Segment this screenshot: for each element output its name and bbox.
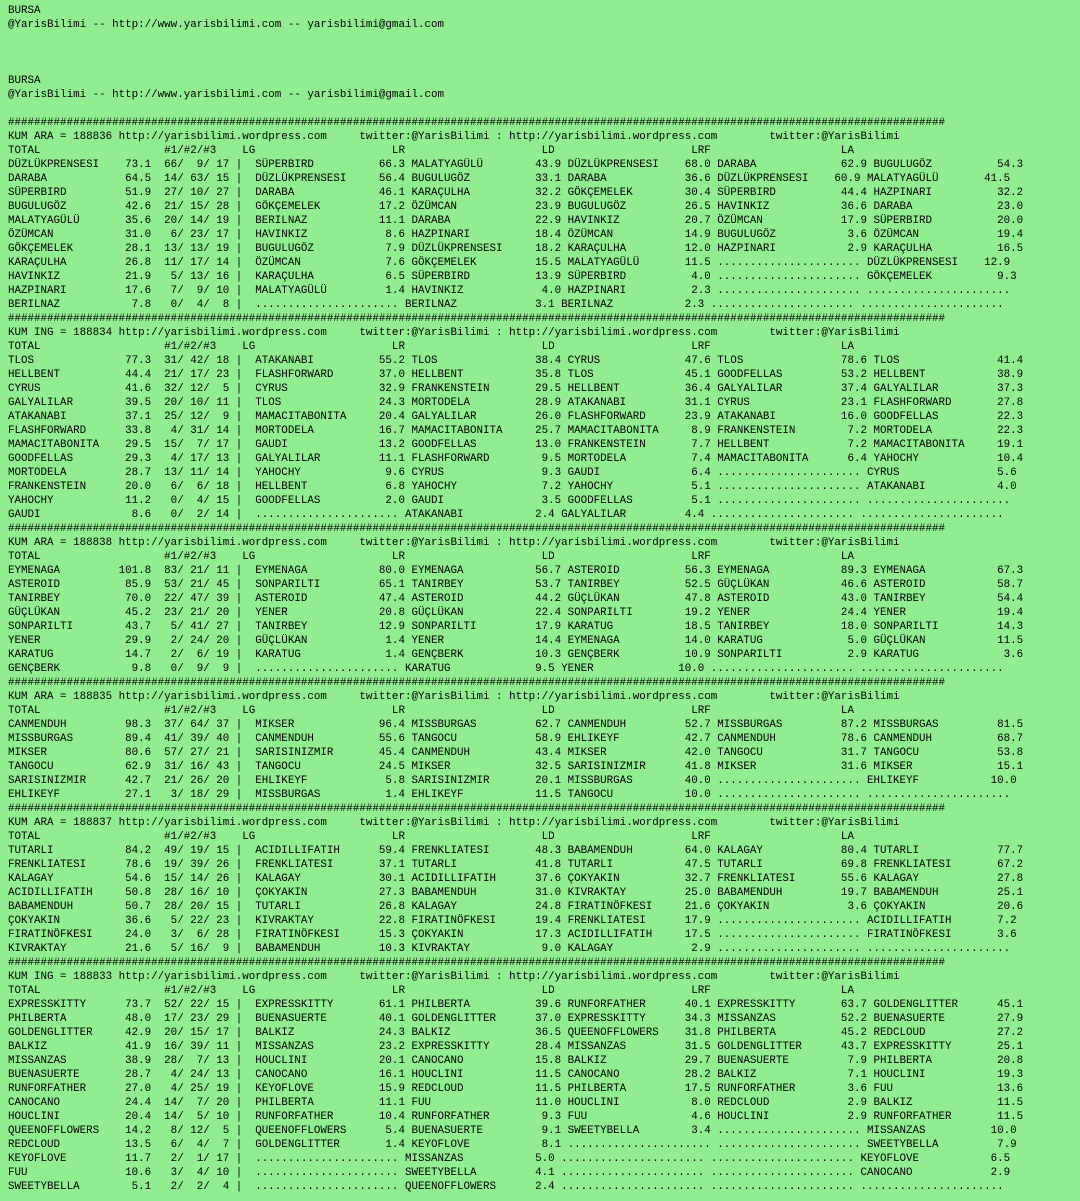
- column-header-row: TOTAL #1/#2/#3 LG LR LD LRF LA: [8, 705, 854, 717]
- result-row: FLASHFORWARD 33.8 4/ 31/ 14 | MORTODELA 16.7 MAMACITABONITA 25.7 MAMACITABONITA 8.9 FRANKENSTEIN 7.2 MORTODELA 22.3: [8, 425, 1024, 437]
- header-line: BURSA: [8, 5, 41, 17]
- section-title: KUM ARA = 188838 http://yarisbilimi.wordpress.com twitter:@YarisBilimi : http://yarisbilimi.wordpress.com twitter:@YarisBilimi: [8, 537, 900, 549]
- result-row: HAZPINARI 17.6 7/ 9/ 10 | MALATYAGÜLÜ 1.4 HAVINKIZ 4.0 HAZPINARI 2.3 ...................... ......................: [8, 285, 1011, 297]
- header-line: @YarisBilimi -- http://www.yarisbilimi.com -- yarisbilimi@gmail.com: [8, 89, 444, 101]
- result-row: KARAÇULHA 26.8 11/ 17/ 14 | ÖZÜMCAN 7.6 GÖKÇEMELEK 15.5 MALATYAGÜLÜ 11.5 ...................... DÜZLÜKPRENSESI 12.9: [8, 257, 1011, 269]
- result-row: MAMACITABONITA 29.5 15/ 7/ 17 | GAUDI 13.2 GOODFELLAS 13.0 FRANKENSTEIN 7.7 HELLBENT 7.2 MAMACITABONITA 19.1: [8, 439, 1024, 451]
- result-row: KEYOFLOVE 11.7 2/ 1/ 17 | ...................... MISSANZAS 5.0 ...................... ...................... KEYOFLOVE 6.5: [8, 1153, 1011, 1165]
- result-row: KALAGAY 54.6 15/ 14/ 26 | KALAGAY 30.1 ACIDILLIFATIH 37.6 ÇOKYAKIN 32.7 FRENKLIATESI 55.6 KALAGAY 27.8: [8, 873, 1024, 885]
- result-row: REDCLOUD 13.5 6/ 4/ 7 | GOLDENGLITTER 1.4 KEYOFLOVE 8.1 ...................... ...................... SWEETYBELLA 7.9: [8, 1139, 1017, 1151]
- result-row: GÖKÇEMELEK 28.1 13/ 13/ 19 | BUGULUGÖZ 7.9 DÜZLÜKPRENSESI 18.2 KARAÇULHA 12.0 HAZPINARI 2.9 KARAÇULHA 16.5: [8, 243, 1024, 255]
- result-row: ACIDILLIFATIH 50.8 28/ 16/ 10 | ÇOKYAKIN 27.3 BABAMENDUH 31.0 KIVRAKTAY 25.0 BABAMENDUH 19.7 BABAMENDUH 25.1: [8, 887, 1024, 899]
- result-row: MORTODELA 28.7 13/ 11/ 14 | YAHOCHY 9.6 CYRUS 9.3 GAUDI 6.4 ...................... CYRUS 5.6: [8, 467, 1017, 479]
- section-title: KUM ING = 188834 http://yarisbilimi.wordpress.com twitter:@YarisBilimi : http://yarisbilimi.wordpress.com twitter:@YarisBilimi: [8, 327, 900, 339]
- result-row: SWEETYBELLA 5.1 2/ 2/ 4 | ...................... QUEENOFFLOWERS 2.4 ...................... ...................... ......................: [8, 1181, 1004, 1193]
- header-line: @YarisBilimi -- http://www.yarisbilimi.com -- yarisbilimi@gmail.com: [8, 19, 444, 31]
- column-header-row: TOTAL #1/#2/#3 LG LR LD LRF LA: [8, 985, 854, 997]
- section-title: KUM ING = 188833 http://yarisbilimi.wordpress.com twitter:@YarisBilimi : http://yarisbilimi.wordpress.com twitter:@YarisBilimi: [8, 971, 900, 983]
- result-row: MIKSER 80.6 57/ 27/ 21 | SARISINIZMIR 45.4 CANMENDUH 43.4 MIKSER 42.0 TANGOCU 31.7 TANGOCU 53.8: [8, 747, 1024, 759]
- header-line: [8, 32, 1080, 46]
- separator-line: ################################################################################################################################################: [8, 117, 946, 129]
- result-row: DÜZLÜKPRENSESI 73.1 66/ 9/ 17 | SÜPERBIRD 66.3 MALATYAGÜLÜ 43.9 DÜZLÜKPRENSESI 68.0 DARABA 62.9 BUGULUGÖZ 54.3: [8, 159, 1024, 171]
- result-row: MALATYAGÜLÜ 35.6 20/ 14/ 19 | BERILNAZ 11.1 DARABA 22.9 HAVINKIZ 20.7 ÖZÜMCAN 17.9 SÜPERBIRD 20.0: [8, 215, 1024, 227]
- result-row: BUENASUERTE 28.7 4/ 24/ 13 | CANOCANO 16.1 HOUCLINI 11.5 CANOCANO 28.2 BALKIZ 7.1 HOUCLINI 19.3: [8, 1069, 1024, 1081]
- result-row: BUGULUGÖZ 42.6 21/ 15/ 28 | GÖKÇEMELEK 17.2 ÖZÜMCAN 23.9 BUGULUGÖZ 26.5 HAVINKIZ 36.6 DARABA 23.0: [8, 201, 1024, 213]
- result-row: FIRATINÖFKESI 24.0 3/ 6/ 28 | FIRATINÖFKESI 15.3 ÇOKYAKIN 17.3 ACIDILLIFATIH 17.5 ...................... FIRATINÖFKESI 3.6: [8, 929, 1017, 941]
- result-row: FRENKLIATESI 78.6 19/ 39/ 26 | FRENKLIATESI 37.1 TUTARLI 41.8 TUTARLI 47.5 TUTARLI 69.8 FRENKLIATESI 67.2: [8, 859, 1024, 871]
- result-row: ÇOKYAKIN 36.6 5/ 22/ 23 | KIVRAKTAY 22.8 FIRATINÖFKESI 19.4 FRENKLIATESI 17.9 ...................... ACIDILLIFATIH 7.2: [8, 915, 1017, 927]
- result-row: HELLBENT 44.4 21/ 17/ 23 | FLASHFORWARD 37.0 HELLBENT 35.8 TLOS 45.1 GOODFELLAS 53.2 HELLBENT 38.9: [8, 369, 1024, 381]
- section-title: KUM ARA = 188837 http://yarisbilimi.wordpress.com twitter:@YarisBilimi : http://yarisbilimi.wordpress.com twitter:@YarisBilimi: [8, 817, 900, 829]
- section-title: KUM ARA = 188836 http://yarisbilimi.wordpress.com twitter:@YarisBilimi : http://yarisbilimi.wordpress.com twitter:@YarisBilimi: [8, 131, 900, 143]
- result-row: GOODFELLAS 29.3 4/ 17/ 13 | GALYALILAR 11.1 FLASHFORWARD 9.5 MORTODELA 7.4 MAMACITABONITA 6.4 YAHOCHY 10.4: [8, 453, 1024, 465]
- column-header-row: TOTAL #1/#2/#3 LG LR LD LRF LA: [8, 831, 854, 843]
- result-row: BERILNAZ 7.8 0/ 4/ 8 | ...................... BERILNAZ 3.1 BERILNAZ 2.3 ...................... ......................: [8, 299, 1004, 311]
- result-row: SONPARILTI 43.7 5/ 41/ 27 | TANIRBEY 12.9 SONPARILTI 17.9 KARATUG 18.5 TANIRBEY 18.0 SONPARILTI 14.3: [8, 621, 1024, 633]
- result-row: FUU 10.6 3/ 4/ 10 | ...................... SWEETYBELLA 4.1 ...................... ...................... CANOCANO 2.9: [8, 1167, 1011, 1179]
- result-row: CANOCANO 24.4 14/ 7/ 20 | PHILBERTA 11.1 FUU 11.0 HOUCLINI 8.0 REDCLOUD 2.9 BALKIZ 11.5: [8, 1097, 1024, 1109]
- result-row: DARABA 64.5 14/ 63/ 15 | DÜZLÜKPRENSESI 56.4 BUGULUGÖZ 33.1 DARABA 36.6 DÜZLÜKPRENSESI 60.9 MALATYAGÜLÜ 41.5: [8, 173, 1011, 185]
- result-row: EXPRESSKITTY 73.7 52/ 22/ 15 | EXPRESSKITTY 61.1 PHILBERTA 39.6 RUNFORFATHER 40.1 EXPRESSKITTY 63.7 GOLDENGLITTER 45.1: [8, 999, 1024, 1011]
- result-row: QUEENOFFLOWERS 14.2 8/ 12/ 5 | QUEENOFFLOWERS 5.4 BUENASUERTE 9.1 SWEETYBELLA 3.4 ...................... MISSANZAS 10.0: [8, 1125, 1017, 1137]
- result-row: ASTEROID 85.9 53/ 21/ 45 | SONPARILTI 65.1 TANIRBEY 53.7 TANIRBEY 52.5 GÜÇLÜKAN 46.6 ASTEROID 58.7: [8, 579, 1024, 591]
- result-row: FRANKENSTEIN 20.0 6/ 6/ 18 | HELLBENT 6.8 YAHOCHY 7.2 YAHOCHY 5.1 ...................... ATAKANABI 4.0: [8, 481, 1017, 493]
- result-row: TUTARLI 84.2 49/ 19/ 15 | ACIDILLIFATIH 59.4 FRENKLIATESI 48.3 BABAMENDUH 64.0 KALAGAY 80.4 TUTARLI 77.7: [8, 845, 1024, 857]
- result-row: ÖZÜMCAN 31.0 6/ 23/ 17 | HAVINKIZ 8.6 HAZPINARI 18.4 ÖZÜMCAN 14.9 BUGULUGÖZ 3.6 ÖZÜMCAN 19.4: [8, 229, 1024, 241]
- result-row: GALYALILAR 39.5 20/ 10/ 11 | TLOS 24.3 MORTODELA 28.9 ATAKANABI 31.1 CYRUS 23.1 FLASHFORWARD 27.8: [8, 397, 1024, 409]
- column-header-row: TOTAL #1/#2/#3 LG LR LD LRF LA: [8, 145, 854, 157]
- result-row: TANIRBEY 70.0 22/ 47/ 39 | ASTEROID 47.4 ASTEROID 44.2 GÜÇLÜKAN 47.8 ASTEROID 43.0 TANIRBEY 54.4: [8, 593, 1024, 605]
- result-row: MISSANZAS 38.9 28/ 7/ 13 | HOUCLINI 20.1 CANOCANO 15.8 BALKIZ 29.7 BUENASUERTE 7.9 PHILBERTA 20.8: [8, 1055, 1024, 1067]
- result-row: PHILBERTA 48.0 17/ 23/ 29 | BUENASUERTE 40.1 GOLDENGLITTER 37.0 EXPRESSKITTY 34.3 MISSANZAS 52.2 BUENASUERTE 27.9: [8, 1013, 1024, 1025]
- section-title: KUM ARA = 188835 http://yarisbilimi.wordpress.com twitter:@YarisBilimi : http://yarisbilimi.wordpress.com twitter:@YarisBilimi: [8, 691, 900, 703]
- result-row: CANMENDUH 98.3 37/ 64/ 37 | MIKSER 96.4 MISSBURGAS 62.7 CANMENDUH 52.7 MISSBURGAS 87.2 MISSBURGAS 81.5: [8, 719, 1024, 731]
- header-line: [8, 46, 1080, 60]
- separator-line: ################################################################################################################################################: [8, 523, 946, 535]
- result-row: TLOS 77.3 31/ 42/ 18 | ATAKANABI 55.2 TLOS 38.4 CYRUS 47.6 TLOS 78.6 TLOS 41.4: [8, 355, 1024, 367]
- result-row: TANGOCU 62.9 31/ 16/ 43 | TANGOCU 24.5 MIKSER 32.5 SARISINIZMIR 41.8 MIKSER 31.6 MIKSER 15.1: [8, 761, 1024, 773]
- separator-line: ################################################################################################################################################: [8, 677, 946, 689]
- result-row: ATAKANABI 37.1 25/ 12/ 9 | MAMACITABONITA 20.4 GALYALILAR 26.0 FLASHFORWARD 23.9 ATAKANABI 16.0 GOODFELLAS 22.3: [8, 411, 1024, 423]
- header-line: BURSA: [8, 75, 41, 87]
- separator-line: ################################################################################################################################################: [8, 313, 946, 325]
- result-row: YAHOCHY 11.2 0/ 4/ 15 | GOODFELLAS 2.0 GAUDI 3.5 GOODFELLAS 5.1 ...................... ......................: [8, 495, 1011, 507]
- column-header-row: TOTAL #1/#2/#3 LG LR LD LRF LA: [8, 341, 854, 353]
- result-row: GOLDENGLITTER 42.9 20/ 15/ 17 | BALKIZ 24.3 BALKIZ 36.5 QUEENOFFLOWERS 31.8 PHILBERTA 45.2 REDCLOUD 27.2: [8, 1027, 1024, 1039]
- result-row: GENÇBERK 9.8 0/ 9/ 9 | ...................... KARATUG 9.5 YENER 10.0 ...................... ......................: [8, 663, 1004, 675]
- result-row: KARATUG 14.7 2/ 6/ 19 | KARATUG 1.4 GENÇBERK 10.3 GENÇBERK 10.9 SONPARILTI 2.9 KARATUG 3.6: [8, 649, 1024, 661]
- header-line: [8, 102, 1080, 116]
- result-row: BABAMENDUH 50.7 28/ 20/ 15 | TUTARLI 26.8 KALAGAY 24.8 FIRATINÖFKESI 21.6 ÇOKYAKIN 3.6 ÇOKYAKIN 20.6: [8, 901, 1024, 913]
- result-row: EHLIKEYF 27.1 3/ 18/ 29 | MISSBURGAS 1.4 EHLIKEYF 11.5 TANGOCU 10.0 ...................... ......................: [8, 789, 1011, 801]
- result-row: HAVINKIZ 21.9 5/ 13/ 16 | KARAÇULHA 6.5 SÜPERBIRD 13.9 SÜPERBIRD 4.0 ...................... GÖKÇEMELEK 9.3: [8, 271, 1017, 283]
- separator-line: ################################################################################################################################################: [8, 957, 946, 969]
- result-row: HOUCLINI 20.4 14/ 5/ 10 | RUNFORFATHER 10.4 RUNFORFATHER 9.3 FUU 4.6 HOUCLINI 2.9 RUNFORFATHER 11.5: [8, 1111, 1024, 1123]
- header-line: [8, 60, 1080, 74]
- result-row: BALKIZ 41.9 16/ 39/ 11 | MISSANZAS 23.2 EXPRESSKITTY 28.4 MISSANZAS 31.5 GOLDENGLITTER 43.7 EXPRESSKITTY 25.1: [8, 1041, 1024, 1053]
- result-row: SARISINIZMIR 42.7 21/ 26/ 20 | EHLIKEYF 5.8 SARISINIZMIR 20.1 MISSBURGAS 40.0 ...................... EHLIKEYF 10.0: [8, 775, 1017, 787]
- result-row: RUNFORFATHER 27.0 4/ 25/ 19 | KEYOFLOVE 15.9 REDCLOUD 11.5 PHILBERTA 17.5 RUNFORFATHER 3.6 FUU 13.6: [8, 1083, 1024, 1095]
- result-row: KIVRAKTAY 21.6 5/ 16/ 9 | BABAMENDUH 10.3 KIVRAKTAY 9.0 KALAGAY 2.9 ...................... ......................: [8, 943, 1011, 955]
- result-row: CYRUS 41.6 32/ 12/ 5 | CYRUS 32.9 FRANKENSTEIN 29.5 HELLBENT 36.4 GALYALILAR 37.4 GALYALILAR 37.3: [8, 383, 1024, 395]
- result-row: GÜÇLÜKAN 45.2 23/ 21/ 20 | YENER 20.8 GÜÇLÜKAN 22.4 SONPARILTI 19.2 YENER 24.4 YENER 19.4: [8, 607, 1024, 619]
- result-row: EYMENAGA 101.8 83/ 21/ 11 | EYMENAGA 80.0 EYMENAGA 56.7 ASTEROID 56.3 EYMENAGA 89.3 EYMENAGA 67.3: [8, 565, 1024, 577]
- result-row: MISSBURGAS 89.4 41/ 39/ 40 | CANMENDUH 55.6 TANGOCU 58.9 EHLIKEYF 42.7 CANMENDUH 78.6 CANMENDUH 68.7: [8, 733, 1024, 745]
- result-row: GAUDI 8.6 0/ 2/ 14 | ...................... ATAKANABI 2.4 GALYALILAR 4.4 ...................... ......................: [8, 509, 1004, 521]
- column-header-row: TOTAL #1/#2/#3 LG LR LD LRF LA: [8, 551, 854, 563]
- result-row: SÜPERBIRD 51.9 27/ 10/ 27 | DARABA 46.1 KARAÇULHA 32.2 GÖKÇEMELEK 30.4 SÜPERBIRD 44.4 HAZPINARI 32.2: [8, 187, 1024, 199]
- separator-line: ################################################################################################################################################: [8, 803, 946, 815]
- result-row: YENER 29.9 2/ 24/ 20 | GÜÇLÜKAN 1.4 YENER 14.4 EYMENAGA 14.0 KARATUG 5.0 GÜÇLÜKAN 11.5: [8, 635, 1024, 647]
